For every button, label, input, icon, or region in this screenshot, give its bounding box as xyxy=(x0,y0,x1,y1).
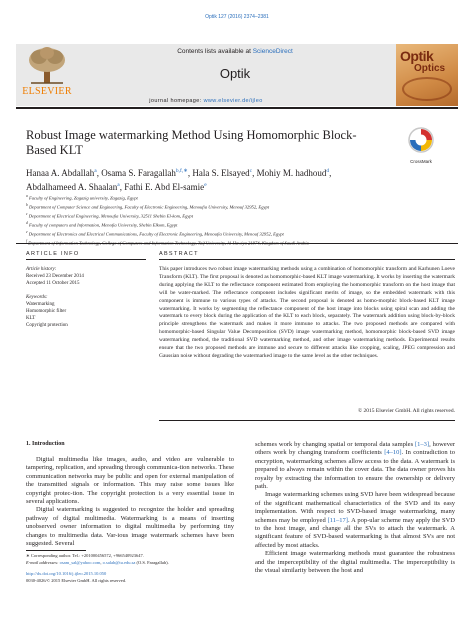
author-name: Abdalhameed A. Shaalan xyxy=(26,182,118,192)
affiliation-text: Faculty of computers and Information, Menofia University, Shebin Elkom, Egypt xyxy=(28,222,178,228)
journal-cover-thumbnail xyxy=(396,44,458,106)
email-separator: , xyxy=(100,559,103,565)
journal-homepage xyxy=(16,98,396,104)
cover-swirl-graphic xyxy=(402,77,452,101)
crossmark-icon xyxy=(408,127,434,153)
intro-paragraph: Digital multimedia like images, audio, and video are vulnerable to tampering, replication, and spreading through communica-tion networks. These communication networks may be public and open for external manipulation of the transmitted signals or information. This may raise some issues like copyright protec-tion. The copyright protection is a very essential issue in several applications. xyxy=(26,456,234,506)
affiliation-key: a xyxy=(26,194,28,198)
affiliation-text: Department of Computer Science and Engineering, Faculty of Electronic Engineering, Menoufia University, Menouf 32952, Egypt xyxy=(28,204,270,210)
crossmark-label: CrossMark xyxy=(410,159,432,164)
body-column-right xyxy=(255,441,455,576)
intro-paragraph xyxy=(255,491,455,550)
author-name: Osama S. Faragallah xyxy=(101,168,176,178)
abstract-end-rule xyxy=(159,420,455,421)
author-name: Hala S. Elsayed xyxy=(192,168,250,178)
footnote-rule xyxy=(26,550,86,551)
text-run: . In contradiction to encryption, watermarking schemes allow access to the data. A watermark is prepared to always remain within the cover data. The data owner proves his royalty by extracting the information to ensure the ownership or delivery path. xyxy=(255,449,455,491)
affiliation-key: f xyxy=(26,239,27,244)
elsevier-tree-icon xyxy=(25,45,69,85)
keyword-item: KLT xyxy=(26,316,36,321)
email-link[interactable]: o.salah@tu.edu.sa xyxy=(102,559,136,565)
author-affiliation-marker[interactable]: a xyxy=(94,168,97,174)
intro-paragraph: Digital watermarking is suggested to recognize the holder and spreading pathway of digital multimedia. Watermarking is a means of inserting unobserved owner information to digital multimedia by performing tiny changes to multimedia data. Var-ious image watermark schemes have been suggested. Several xyxy=(26,506,234,548)
affiliation-key: d xyxy=(26,221,28,226)
author-affiliation-marker[interactable]: e xyxy=(204,182,207,188)
author-separator: , xyxy=(119,182,125,192)
intro-paragraph: Efficient image watermarking methods must guarantee the robustness and the imperceptibility of the digital multimedia. The imperceptibility is the visual similarity between the host and xyxy=(255,550,455,575)
sciencedirect-link[interactable]: ScienceDirect xyxy=(252,48,293,55)
crossmark-badge[interactable] xyxy=(401,127,441,164)
abstract-text: This paper introduces two robust image watermarking methods using a combination of homomorphic transform and Karhunen Loeve Transform (KLT). The first proposal is denoted as homomorphic-based KLT image watermarking. It works by inserting the watermark during applying the KLT to the reflectance component estimated from employing the homomorphic transform on the host image that will be water-marked. The reflectance component includes significant merits of image, so the embedded watermark with this component is immune to various types of attacks. The second proposal is denoted as homo-morphic block-based KLT image watermarking. It works by segmenting the reflectance component of the host image into blocks using spiral scan and adding the watermark to every block during the application of the KLT to each block, separately. The watermark addition using block-by-block principle strengthens the watermark and makes it more immune to attacks. The two proposed methods are compared with homomorphic-based Singular Value Decomposition (SVD) image watermarking method, homomorphic block-based SVD image watermarking method, the traditional SVD watermarking method, and other image watermarking methods. Experimental results ensure that the two proposed methods are immune and secure to different attacks like cropping, scaling, JPEG compression and Gaussian noise without degrading the watermarked image to the same level as the other techniques. xyxy=(159,266,455,359)
abstract-rule xyxy=(159,259,455,260)
author-separator: , xyxy=(96,168,102,178)
received-date: Received 23 December 2014 xyxy=(26,274,84,279)
affiliation-key: e xyxy=(26,230,28,235)
body-column-left xyxy=(26,456,234,548)
article-info-rule xyxy=(26,259,146,260)
journal-citation: Optik 127 (2016) 2374–2381 xyxy=(205,14,269,20)
bottom-meta xyxy=(26,571,236,584)
corresponding-author-note: ∗ Corresponding author. Tel.: +201000456572, +966540923647. xyxy=(26,553,144,558)
email-suffix: (O.S. Faragallah). xyxy=(135,559,169,565)
author-separator: , xyxy=(329,168,332,178)
affiliation-divider xyxy=(16,243,458,244)
keyword-item: Copyright protection xyxy=(26,323,68,328)
article-info-panel xyxy=(26,266,146,329)
issn-line: 0030-4026/© 2015 Elsevier GmbH. All rights reserved. xyxy=(26,577,127,583)
article-info-heading: ARTICLE INFO xyxy=(26,251,80,257)
journal-name: Optik xyxy=(219,66,251,81)
author-list xyxy=(26,165,446,193)
author-name: Fathi E. Abd El-samie xyxy=(124,182,205,192)
affiliation-list xyxy=(26,193,456,247)
affiliation-text: Department of Electronics and Electrical Communications, Faculty of Electronic Engineering, Menoufia University, Menouf 32952, Egypt xyxy=(28,231,284,237)
email-label: E-mail addresses: xyxy=(26,559,60,565)
text-run: . A pop-ular scheme may apply the SVD to the host image, and change all the SVs to attach the watermark. A significant feature of SVD-based watermarking is that almost SVs are not affected by most attacks. xyxy=(255,516,455,549)
contents-availability xyxy=(80,48,390,55)
header-divider xyxy=(16,107,458,109)
affiliation-key: c xyxy=(26,212,28,217)
reference-link[interactable]: [11–17] xyxy=(327,516,348,524)
keyword-item: Watermarking xyxy=(26,302,55,307)
contents-prefix: Contents lists available at xyxy=(177,48,253,55)
author-affiliation-marker[interactable]: a xyxy=(117,182,120,188)
author-name: Mohiy M. hadhoud xyxy=(256,168,327,178)
homepage-prefix: journal homepage: xyxy=(149,98,204,104)
cover-title: Optik xyxy=(400,48,434,64)
publisher-logo-text: ELSEVIER xyxy=(22,86,72,97)
author-separator: , xyxy=(187,168,193,178)
intro-paragraph xyxy=(255,441,455,491)
author-affiliation-marker[interactable]: c xyxy=(249,168,253,174)
accepted-date: Accepted 11 October 2015 xyxy=(26,281,80,286)
footnotes xyxy=(26,553,236,566)
author-separator: , xyxy=(252,168,257,178)
author-affiliation-marker[interactable]: d xyxy=(326,168,330,174)
publisher-logo xyxy=(17,45,77,103)
keyword-item: Homomorphic filter xyxy=(26,309,67,314)
text-run: Image watermarking schemes using SVD have been widespread because of the significant mathematical characteristics of the SVD and its easy implementation. With respect to SVD-based image watermarking, many schemes may be employed xyxy=(255,491,455,524)
affiliation-item xyxy=(26,193,456,202)
affiliation-text: Faculty of Engineering, Zagazig university, Zagazig, Egypt xyxy=(28,195,138,201)
affiliation-text: Department of Electrical Engineering, Menoufia University, 32511 Shebin El-kom, Egypt xyxy=(28,213,193,219)
article-title: Robust Image watermarking Method Using Homomorphic Block-Based KLT xyxy=(26,128,357,157)
reference-link[interactable]: [4–10] xyxy=(384,449,402,457)
text-run: , however others work by changing transform coefficients xyxy=(255,441,455,457)
keywords-label: Keywords: xyxy=(26,295,48,300)
email-note xyxy=(26,560,236,567)
abstract-copyright: © 2015 Elsevier GmbH. All rights reserved. xyxy=(357,408,455,414)
homepage-link[interactable]: www.elsevier.de/ijleo xyxy=(203,98,263,104)
affiliation-item xyxy=(26,220,456,229)
abstract-heading: ABSTRACT xyxy=(159,251,199,257)
author-name: Hanaa A. Abdallah xyxy=(26,168,95,178)
section-heading-introduction: 1. Introduction xyxy=(26,441,65,447)
history-label: Article history: xyxy=(26,267,57,272)
affiliation-item xyxy=(26,211,456,220)
affiliation-item xyxy=(26,202,456,211)
affiliation-item xyxy=(26,229,456,238)
affiliation-key: b xyxy=(26,203,28,208)
reference-link[interactable]: [1–3] xyxy=(415,441,430,448)
author-affiliation-marker[interactable]: b,f,∗ xyxy=(175,168,188,174)
cover-subtitle: Optics xyxy=(414,63,446,74)
text-run: schemes work by changing spatial or temporal data samples xyxy=(255,441,415,448)
email-link[interactable]: osam_sal@yahoo.com xyxy=(59,559,101,565)
doi-link[interactable]: http://dx.doi.org/10.1016/j.ijleo.2015.10.050 xyxy=(26,571,107,576)
